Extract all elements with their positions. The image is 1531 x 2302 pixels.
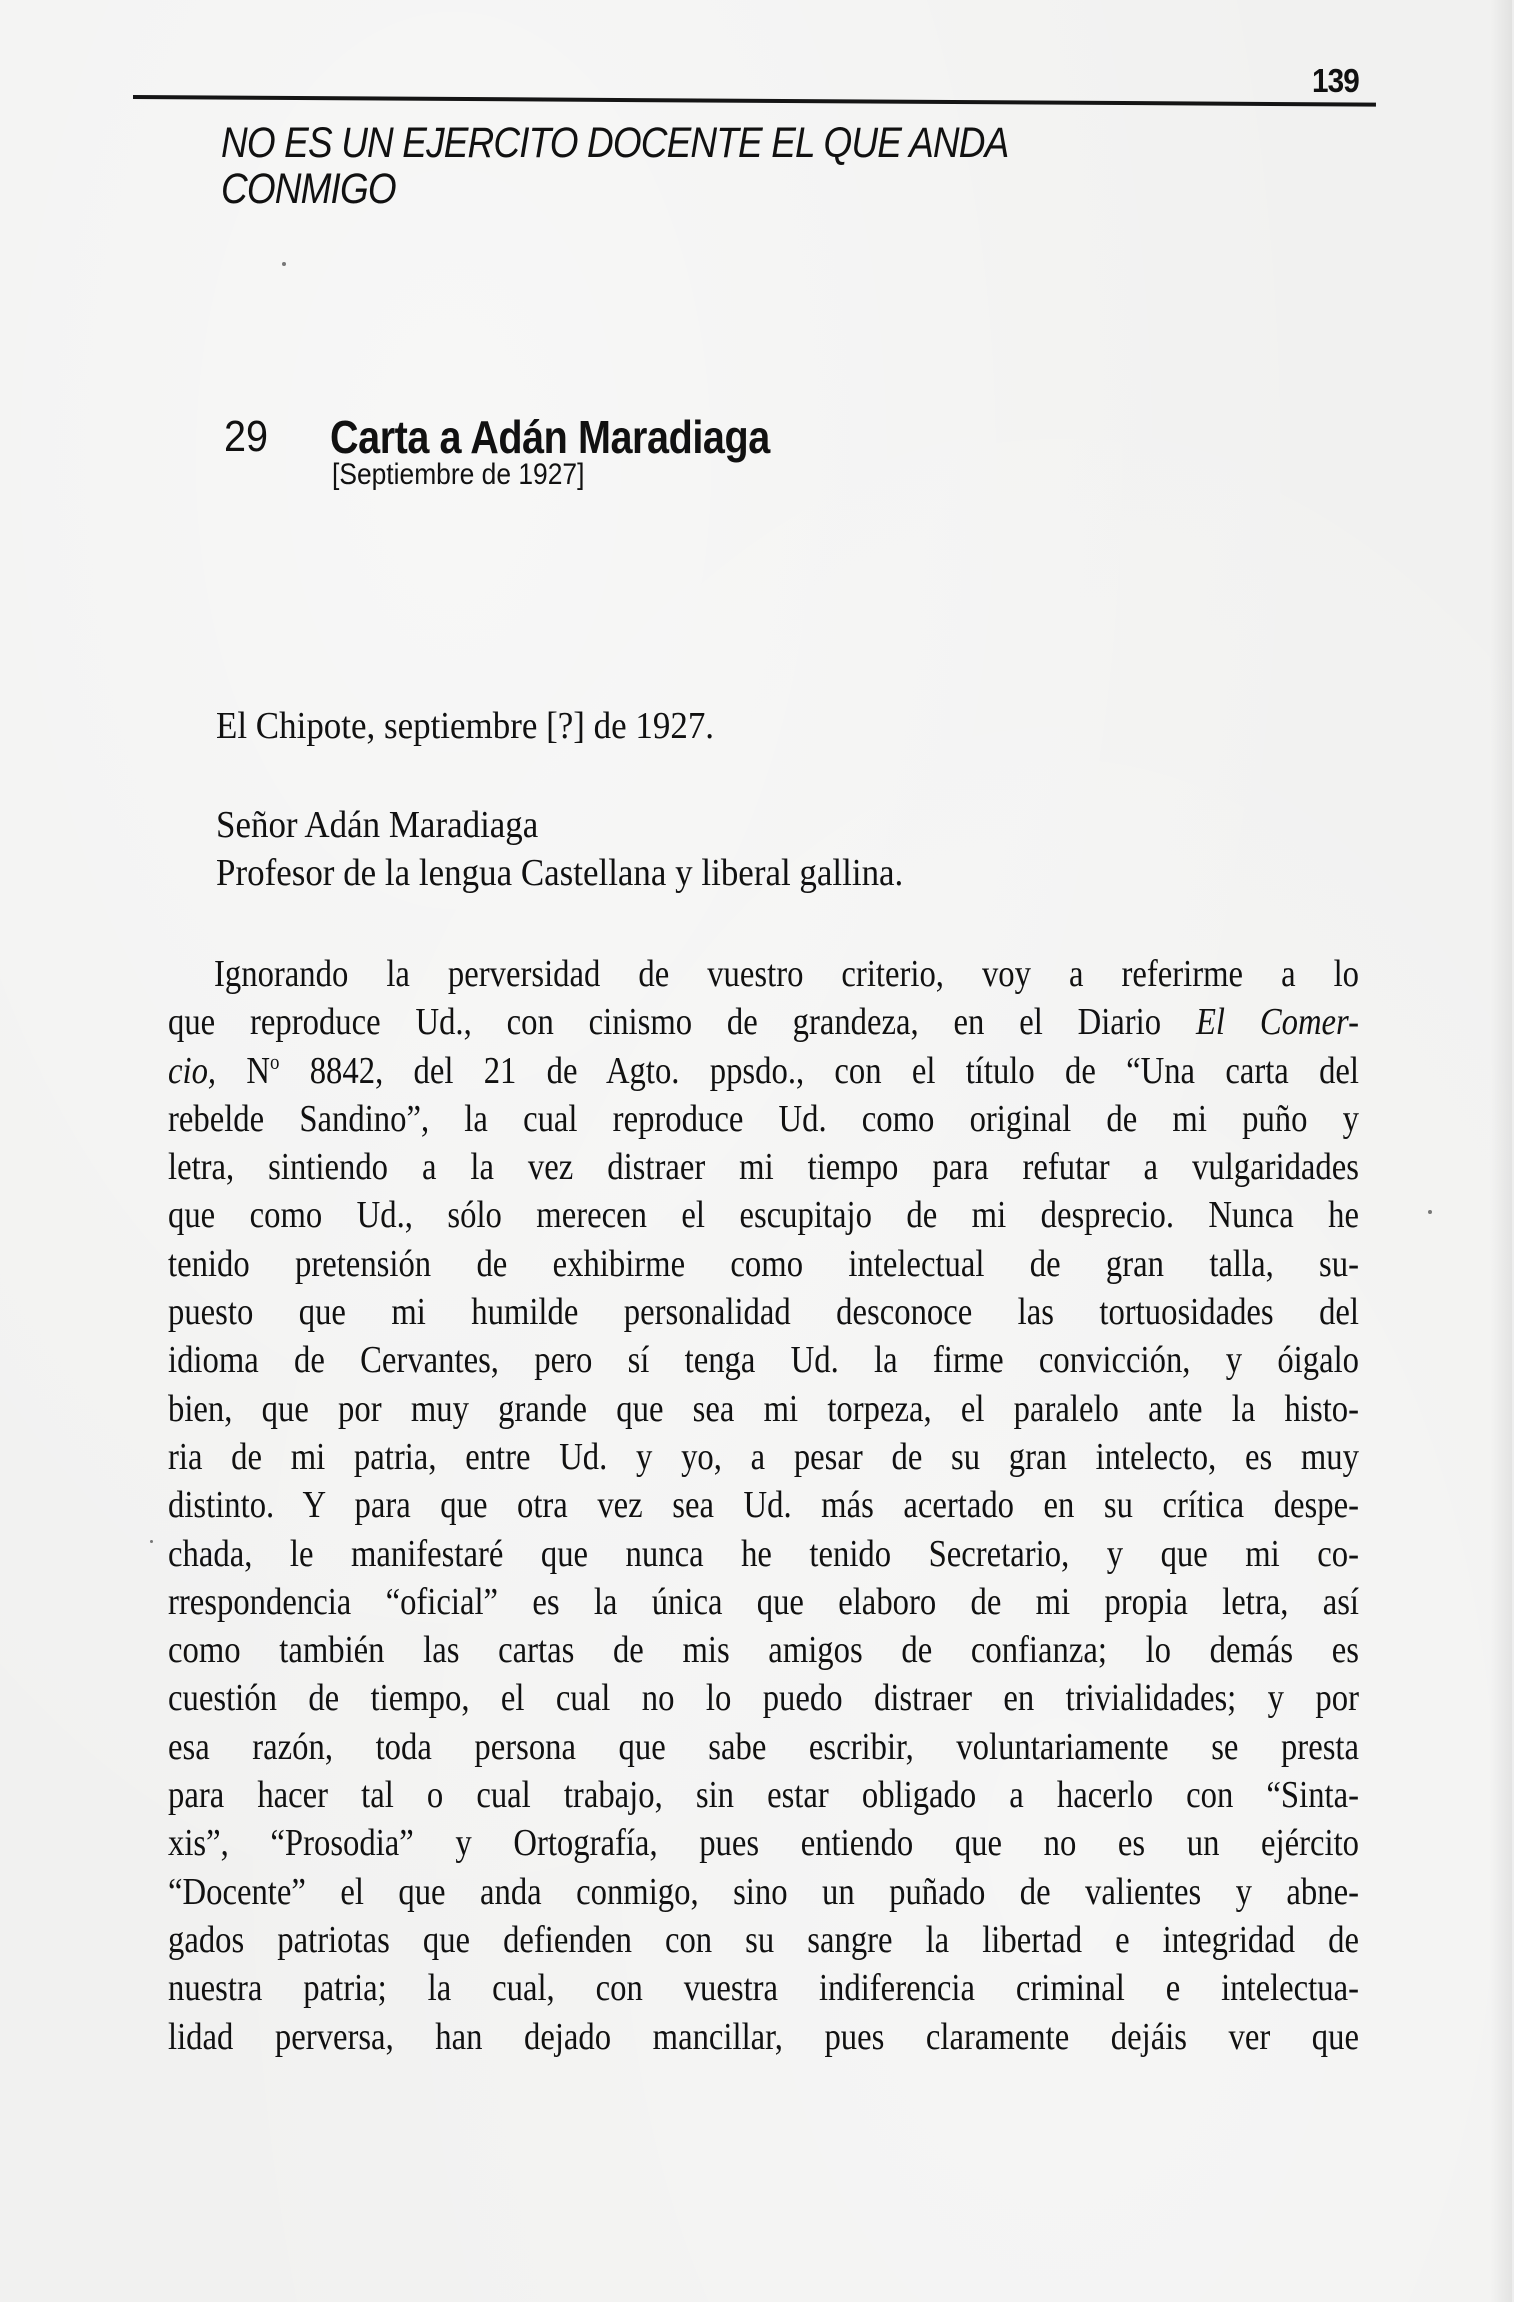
body-line — [168, 998, 1359, 1046]
body-line-text — [168, 1674, 1359, 1722]
body-line-text — [168, 1336, 1359, 1384]
recipient-name: Señor Adán Maradiaga — [216, 804, 539, 846]
body-line — [168, 1433, 1359, 1481]
body-line — [168, 1336, 1359, 1384]
body-line-text — [168, 1868, 1359, 1916]
body-line — [168, 1964, 1359, 2012]
scan-speck — [150, 1540, 153, 1543]
text-run: lidad perversa, han dejado mancillar, pues claramente dejáis ver que — [168, 2015, 1359, 2058]
section-title-line: NO ES UN EJERCITO DOCENTE EL QUE ANDA — [221, 119, 1009, 167]
body-line — [168, 1819, 1359, 1867]
body-line-text — [168, 1047, 1359, 1095]
scan-speck — [282, 262, 286, 266]
body-line — [168, 1916, 1359, 1964]
italic-text: El Comer- — [1195, 1001, 1360, 1044]
text-run: nuestra patria; la cual, con vuestra indiferencia criminal e intelectua- — [168, 1967, 1360, 2010]
text-run: xis”, “Prosodia” y Ortografía, pues entiendo que no es un ejército — [168, 1822, 1359, 1865]
body-line-text — [168, 1385, 1359, 1433]
text-run: N — [216, 1049, 270, 1092]
body-line-text — [214, 950, 1359, 998]
page-edge-shadow — [1490, 0, 1514, 2302]
body-line — [168, 1481, 1359, 1529]
body-line — [168, 1771, 1359, 1819]
place-date-line: El Chipote, septiembre [?] de 1927. — [216, 705, 715, 747]
body-line-text — [168, 998, 1359, 1046]
text-run: “Docente” el que anda conmigo, sino un puñado de valientes y abne- — [168, 1870, 1360, 1913]
text-run: que como Ud., sólo merecen el escupitajo de mi desprecio. Nunca he — [168, 1194, 1360, 1237]
letter-title: Carta a Adán Maradiaga — [330, 411, 770, 463]
body-line-text — [168, 1433, 1359, 1481]
text-run: rebelde Sandino”, la cual reproduce Ud. como original de mi puño y — [168, 1097, 1359, 1140]
body-line — [168, 1674, 1359, 1722]
text-run: letra, sintiendo a la vez distraer mi tiempo para refutar a vulgaridades — [168, 1146, 1359, 1189]
text-run: distinto. Y para que otra vez sea Ud. más acertado en su crítica despe- — [168, 1484, 1360, 1527]
body-line-text — [168, 2013, 1359, 2061]
text-run: puesto que mi humilde personalidad desconoce las tortuosidades del — [168, 1291, 1359, 1334]
body-line-text — [168, 1240, 1359, 1288]
text-run: esa razón, toda persona que sabe escribir, voluntariamente se presta — [168, 1725, 1360, 1768]
body-line-text — [168, 1964, 1359, 2012]
letter-number: 29 — [224, 412, 269, 461]
body-line-text — [168, 1771, 1359, 1819]
body-line — [168, 1723, 1359, 1771]
page-number: 139 — [1312, 62, 1359, 99]
text-run: rrespondencia “oficial” es la única que elaboro de mi propia letra, así — [168, 1580, 1359, 1623]
section-title-line: CONMIGO — [221, 165, 396, 213]
body-line — [168, 1240, 1359, 1288]
body-line — [168, 1578, 1359, 1626]
recipient-block — [216, 801, 903, 897]
text-run: como también las cartas de mis amigos de confianza; lo demás es — [168, 1629, 1359, 1672]
body-line — [168, 1530, 1359, 1578]
recipient-title: Profesor de la lengua Castellana y liberal gallina. — [216, 852, 904, 894]
body-line-text — [168, 1191, 1359, 1239]
body-line-text — [168, 1288, 1359, 1336]
text-run: chada, le manifestaré que nunca he tenido Secretario, y que mi co- — [168, 1532, 1360, 1575]
body-line-text — [168, 1723, 1359, 1771]
body-line — [168, 1191, 1359, 1239]
text-run: para hacer tal o cual trabajo, sin estar obligado a hacerlo con “Sinta- — [168, 1774, 1360, 1817]
body-line — [168, 950, 1359, 998]
text-run: Ignorando la perversidad de vuestro criterio, voy a referirme a lo — [214, 953, 1360, 995]
body-line — [168, 2013, 1359, 2061]
text-run: bien, que por muy grande que sea mi torpeza, el paralelo ante la histo- — [168, 1387, 1360, 1430]
body-line — [168, 1868, 1359, 1916]
body-line — [168, 1095, 1359, 1143]
italic-text: cio, — [168, 1049, 217, 1092]
text-run: cuestión de tiempo, el cual no lo puedo distraer en trivialidades; y por — [168, 1677, 1360, 1720]
scan-speck — [1428, 1210, 1432, 1214]
section-title — [221, 120, 1008, 212]
body-line — [168, 1143, 1359, 1191]
body-line-text — [168, 1916, 1359, 1964]
body-line — [168, 1047, 1359, 1095]
letter-body — [168, 950, 1359, 2061]
text-run: tenido pretensión de exhibirme como intelectual de gran talla, su- — [168, 1242, 1360, 1285]
text-run: gados patriotas que defienden con su sangre la libertad e integridad de — [168, 1918, 1359, 1961]
body-line — [168, 1288, 1359, 1336]
body-line — [168, 1385, 1359, 1433]
text-run: idioma de Cervantes, pero sí tenga Ud. la firme convicción, y óigalo — [168, 1339, 1360, 1382]
body-line-text — [168, 1578, 1359, 1626]
page-edge — [1514, 0, 1531, 2302]
text-run: 8842, del 21 de Agto. ppsdo., con el título de “Una carta del — [279, 1049, 1359, 1092]
body-line-text — [168, 1626, 1359, 1674]
text-run: ria de mi patria, entre Ud. y yo, a pesar de su gran intelecto, es muy — [168, 1435, 1359, 1478]
ordinal-superscript: o — [269, 1048, 280, 1074]
body-line-text — [168, 1530, 1359, 1578]
letter-date-range: [Septiembre de 1927] — [332, 458, 585, 491]
body-line — [168, 1626, 1359, 1674]
body-line-text — [168, 1481, 1359, 1529]
body-line-text — [168, 1143, 1359, 1191]
text-run: que reproduce Ud., con cinismo de grandeza, en el Diario — [168, 1001, 1196, 1044]
body-line-text — [168, 1095, 1359, 1143]
body-line-text — [168, 1819, 1359, 1867]
